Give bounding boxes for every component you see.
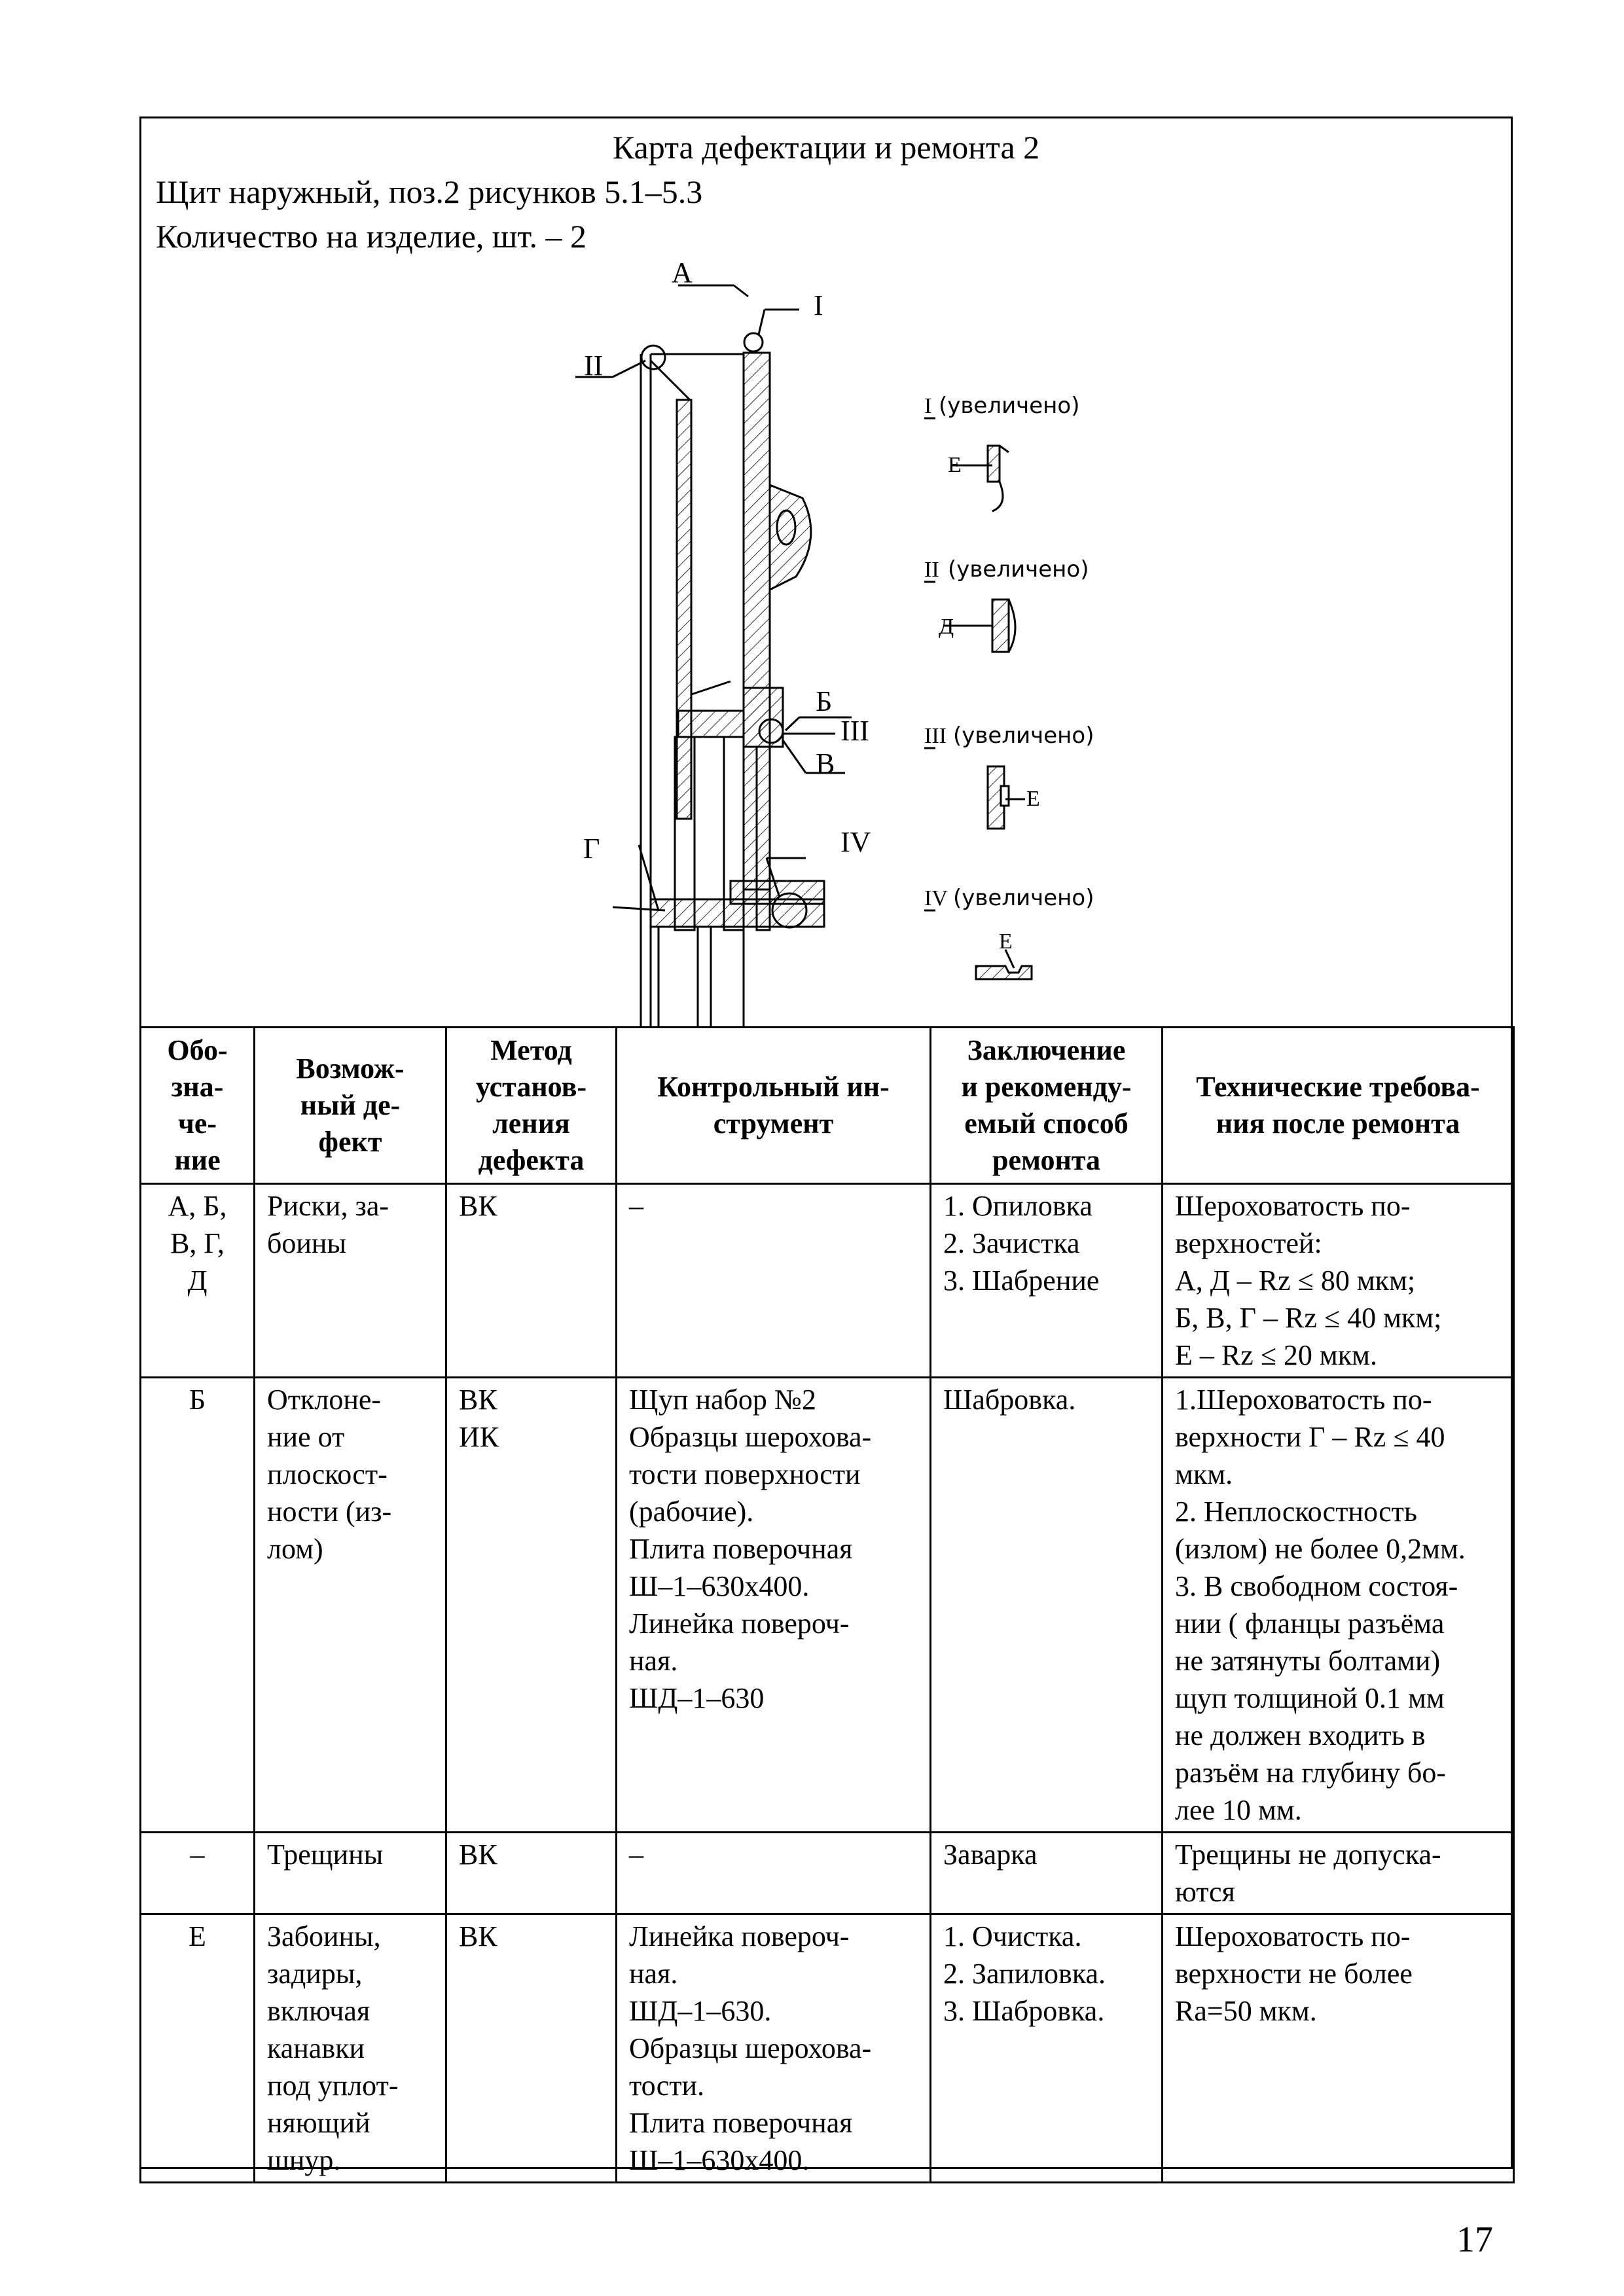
detail-i-surface-e: Е xyxy=(948,453,962,477)
detail-iii-note: (увеличено) xyxy=(953,723,1094,749)
cell-designation: Б xyxy=(141,1378,255,1833)
label-detail-ii: II xyxy=(584,350,604,382)
cell-requirements: Трещины не допуска- ются xyxy=(1163,1833,1514,1914)
card-title: Карта дефектации и ремонта 2 xyxy=(612,129,1040,166)
detail-iv-note: (увеличено) xyxy=(953,885,1094,911)
header-defect: Возмож- ный де- фект xyxy=(255,1028,446,1184)
cell-method: ВК xyxy=(446,1184,617,1378)
cell-designation: А, Б, В, Г, Д xyxy=(141,1184,255,1378)
label-detail-iv: IV xyxy=(840,826,871,858)
quantity-line: Количество на изделие, шт. – 2 xyxy=(156,218,586,255)
detail-ii-numeral: II xyxy=(924,558,939,582)
page-number: 17 xyxy=(1456,2219,1493,2260)
cell-instrument: – xyxy=(617,1833,931,1914)
technical-drawing xyxy=(141,118,1511,1028)
cell-defect: Отклоне- ние от плоскост- ности (из- лом) xyxy=(255,1378,446,1833)
detail-ii-note: (увеличено) xyxy=(948,556,1089,583)
detail-i-note: (увеличено) xyxy=(939,393,1080,419)
detail-iv-surface-e: Е xyxy=(999,929,1013,954)
label-a: А xyxy=(672,257,693,289)
cell-method: ВК xyxy=(446,1833,617,1914)
table-row xyxy=(141,1378,1514,1833)
cell-defect: Забоины, задиры, включая канавки под уплот- няющий шнур. xyxy=(255,1914,446,2183)
label-b: Б xyxy=(816,685,833,717)
header-conclusion: Заключение и рекоменду- емый способ ремонта xyxy=(931,1028,1163,1184)
detail-i-numeral: I xyxy=(924,394,932,418)
defects-table xyxy=(139,1026,1515,2183)
header-method: Метод установ- ления дефекта xyxy=(446,1028,617,1184)
cell-requirements: Шероховатость по- верхности не более Ra=50 мкм. xyxy=(1163,1914,1514,2183)
cell-requirements: 1.Шероховатость по- верхности Г – Rz ≤ 40 мкм. 2. Неплоскостность (излом) не более 0,2мм. 3. В свободном состоя- нии ( фланцы разъёма не затянуты болтами) щуп толщиной 0.1 мм не должен входить в разъём на глубину бо- лее 10 мм. xyxy=(1163,1378,1514,1833)
table-row xyxy=(141,1184,1514,1378)
cell-conclusion: 1. Опиловка 2. Зачистка 3. Шабрение xyxy=(931,1184,1163,1378)
label-g: Г xyxy=(583,833,600,865)
cell-conclusion: 1. Очистка. 2. Запиловка. 3. Шабровка. xyxy=(931,1914,1163,2183)
table-header-row xyxy=(141,1028,1514,1184)
cell-method: ВК xyxy=(446,1914,617,2183)
detail-iv-numeral: IV xyxy=(924,886,948,910)
header-instrument: Контрольный ин- струмент xyxy=(617,1028,931,1184)
header-requirements: Технические требова- ния после ремонта xyxy=(1163,1028,1514,1184)
cell-defect: Риски, за- боины xyxy=(255,1184,446,1378)
table-row xyxy=(141,1914,1514,2183)
cell-defect: Трещины xyxy=(255,1833,446,1914)
detail-iii-surface-e: Е xyxy=(1026,787,1040,811)
label-detail-iii: III xyxy=(840,715,869,747)
cell-designation: – xyxy=(141,1833,255,1914)
cell-requirements: Шероховатость по- верхностей: А, Д – Rz ≤ 80 мкм; Б, В, Г – Rz ≤ 40 мкм; Е – Rz ≤ 20 мкм. xyxy=(1163,1184,1514,1378)
cell-method: ВК ИК xyxy=(446,1378,617,1833)
defect-card-frame xyxy=(139,117,1513,2176)
cell-instrument: Щуп набор №2 Образцы шерохова- тости поверхности (рабочие). Плита поверочная Ш–1–630х400. Линейка повероч- ная. ШД–1–630 xyxy=(617,1378,931,1833)
cell-instrument: – xyxy=(617,1184,931,1378)
label-v: В xyxy=(816,747,835,780)
cell-conclusion: Заварка xyxy=(931,1833,1163,1914)
table-row xyxy=(141,1833,1514,1914)
cell-designation: Е xyxy=(141,1914,255,2183)
detail-ii-surface-d: Д xyxy=(939,615,954,639)
label-detail-i: I xyxy=(814,289,823,321)
header-designation: Обо- зна- че- ние xyxy=(141,1028,255,1184)
cell-conclusion: Шабровка. xyxy=(931,1378,1163,1833)
part-name: Щит наружный, поз.2 рисунков 5.1–5.3 xyxy=(156,173,703,210)
detail-iii-numeral: III xyxy=(924,724,947,748)
cell-instrument: Линейка повероч- ная. ШД–1–630. Образцы шерохова- тости. Плита поверочная Ш–1–630х400. xyxy=(617,1914,931,2183)
